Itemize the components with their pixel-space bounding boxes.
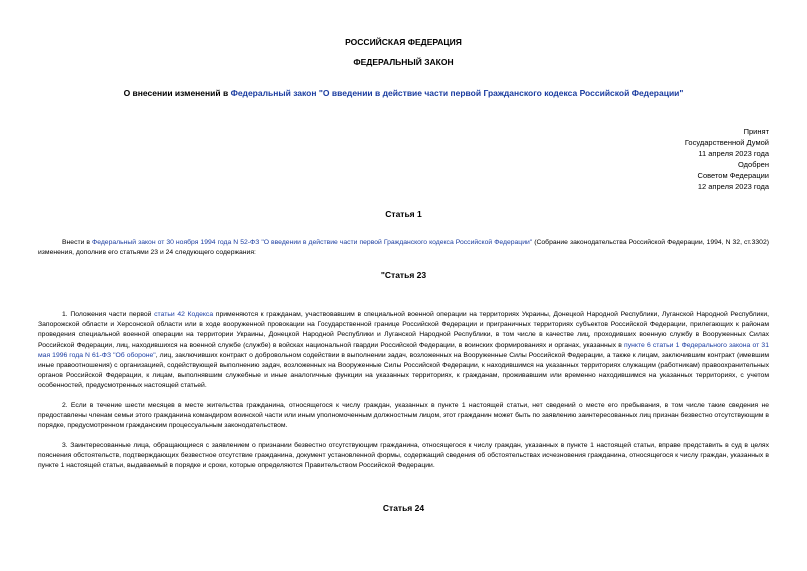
p1-text-b: применяются к гражданам, участвовавшим в специальной военной операции на территориях Украины, Донецкой Народной Республики, Луганской Народной Республики, Запорожской области и Херсонской области или в ходе вооруженной провокации на Государственной границе Российской Федерации и приграничных территориях субъектов Российской Федерации, прилегающих к районам проведения специальной военной операции на территории Украины, Донецкой Народной Республики и Луганской Народной Республики, в том числе в качестве лиц, проходивших военную службу в Вооруженных Силах Российской Федерации, лиц, находившихся на военной службе (службе) в войсках национальной гвардии Российской Федерации, в воинских формированиях и органах, указанных в [38, 311, 770, 349]
article-1-intro-suffix: (Собрание законодательства Российской Федерации, 1994, N 32, ст.3302) изменения, дополнив его статьями 23 и 24 следующего содержания: [38, 239, 770, 257]
federal-law-52-link[interactable]: Федеральный закон от 30 ноября 1994 года N 52-ФЗ "О введении в действие части первой Гражданского кодекса Российской Федерации" [92, 239, 533, 246]
p1-text-a: 1. Положения части первой [62, 311, 155, 318]
adoption-line: 11 апреля 2023 года [698, 149, 769, 158]
adoption-line: 12 апреля 2023 года [697, 182, 769, 191]
adoption-line: Принят [743, 127, 769, 136]
law-type-heading: ФЕДЕРАЛЬНЫЙ ЗАКОН [353, 57, 454, 67]
article-1-intro-prefix: Внести в [62, 239, 93, 246]
article-1-text [38, 238, 769, 258]
adoption-block [685, 126, 769, 192]
article-24-title: Статья 24 [382, 503, 425, 513]
country-heading: РОССИЙСКАЯ ФЕДЕРАЦИЯ [345, 37, 462, 47]
article-42-link[interactable]: статьи 42 Кодекса [154, 311, 214, 318]
article-1-title: Статья 1 [385, 209, 422, 219]
defense-law-link[interactable]: пункте 6 статьи 1 Федерального закона от 31 мая 1996 года N 61-ФЗ "Об обороне" [38, 341, 769, 359]
adoption-line: Государственной Думой [684, 138, 769, 147]
subject-prefix: О внесении изменений в [123, 88, 231, 98]
law-subject [0, 88, 807, 98]
p3-text: 3. Заинтересованные лица, обращающиеся с заявлением о признании безвестно отсутствующим гражданина, относящегося к числу граждан, указанных в пункте 1 настоящей статьи, вправе представить в суд в целях пояснения обстоятельств, подтверждающих безвестное отсутствие гражданина, документ установленной формы, содержащий сведения об обстоятельствах исчезновения гражданина, относящегося к числу граждан, указанных в пункте 1 настоящей статьи, выдаваемый в порядке и сроки, которые определяются Правительством Российской Федерации. [38, 442, 769, 470]
adoption-line: Одобрен [738, 160, 769, 169]
p1-text-c: , лиц, заключивших контракт о добровольном содействии в выполнении задач, возложенных на Вооруженные Силы Российской Федерации, а также к лицам, заключившим контракт (имевшим иные правоотношения) с организацией, содействующей выполнению задач, возложенных на Вооруженные Силы Российской Федерации, к находившимся на указанных территориях служащим (работникам) правоохранительных органов Российской Федерации, к лицам, выполнявшим служебные и иные аналогичные функции на указанных территориях, к гражданам, проживавшим или временно находившимся на указанных территориях, с учетом особенностей, предусмотренных настоящей статьей. [38, 351, 769, 390]
article-23-paragraph-1 [38, 310, 769, 392]
adoption-line: Советом Федерации [697, 171, 769, 180]
p2-text: 2. Если в течение шести месяцев в месте жительства гражданина, относящегося к числу граждан, указанных в пункте 1 настоящей статьи, нет сведений о месте его пребывания, в том числе такие сведения не предоставлены членам семьи этого гражданина командиром воинской части или иным уполномоченным должностным лицом, этот гражданин может быть по заявлению заинтересованных лиц признан безвестно отсутствующим в порядке, предусмотренном гражданским процессуальным законодательством. [38, 402, 769, 430]
subject-law-link[interactable]: Федеральный закон "О введении в действие части первой Гражданского кодекса Российской Федерации" [230, 88, 684, 98]
article-23-title: "Статья 23 [380, 270, 427, 280]
article-23-paragraph-3 [38, 441, 769, 472]
article-23-paragraph-2 [38, 401, 769, 432]
